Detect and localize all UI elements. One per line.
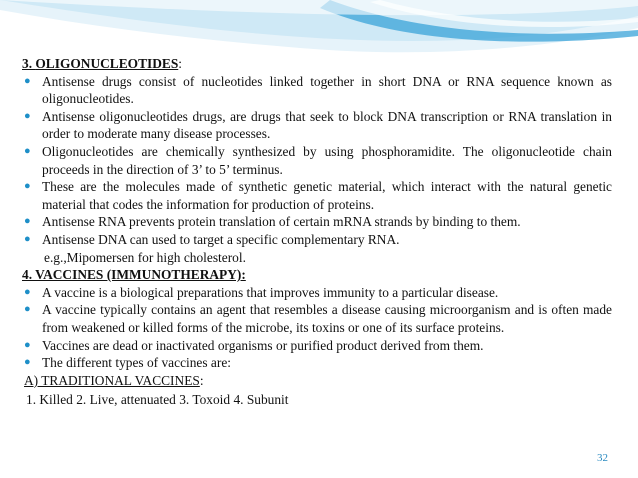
- bullet-icon: ●: [24, 356, 31, 369]
- section-4-bullet: ● A vaccine is a biological preparations that improves immunity to a particular disease.: [24, 284, 499, 300]
- bullet-icon: ●: [24, 109, 31, 122]
- section-3-bullet: ● Oligonucleotides are chemically synthesized by using phosphoramidite. The oligonucleotide chain proceeds in the direction of 3’ to 5’ terminus.: [24, 143, 612, 177]
- section-3-heading: 3. OLIGONUCLEOTIDES:: [22, 56, 182, 71]
- bullet-icon: ●: [24, 232, 31, 245]
- section-4-bullet: ● The different types of vaccines are:: [24, 355, 231, 371]
- section-4-heading: 4. VACCINES (IMMUNOTHERAPY):: [22, 267, 246, 283]
- bullet-icon: ●: [24, 285, 31, 298]
- section-4-bullet: ● A vaccine typically contains an agent that resembles a disease causing microorganism and is often made from weakened or killed forms of the microbe, its toxins or one of its surface proteins.: [24, 302, 612, 335]
- section-3-bullet: ● Antisense drugs consist of nucleotides linked together in short DNA or RNA sequence known as oligonucleotides.: [24, 73, 612, 107]
- page-number: 32: [597, 452, 608, 464]
- bullet-icon: ●: [24, 338, 31, 351]
- section-3-bullet: ● These are the molecules made of synthetic genetic material, which interact with the natural genetic material that codes the information for production of proteins.: [24, 179, 612, 212]
- section-4-bullet: ● Vaccines are dead or inactivated organisms or purified product derived from them.: [24, 337, 484, 353]
- bullet-icon: ●: [24, 144, 31, 157]
- section-3-title: OLIGONUCLEOTIDES: [35, 56, 179, 71]
- vaccine-types-list: 1. Killed 2. Live, attenuated 3. Toxoid 4. Subunit: [26, 392, 289, 408]
- slide-content: [22, 55, 612, 409]
- section-3-bullet: ● Antisense oligonucleotides drugs, are drugs that seek to block DNA transcription or RNA translation in order to moderate many disease processes.: [24, 108, 612, 142]
- bullet-icon: ●: [24, 215, 31, 228]
- bullet-icon: ●: [24, 180, 31, 193]
- section-3-bullet: ● Antisense RNA prevents protein translation of certain mRNA strands by binding to them.: [24, 214, 521, 230]
- bullet-icon: ●: [24, 303, 31, 316]
- subsection-a-title: A) TRADITIONAL VACCINES: [24, 372, 200, 388]
- bullet-icon: ●: [24, 74, 31, 87]
- section-3-bullet: ● Antisense DNA can used to target a specific complementary RNA.: [24, 231, 400, 247]
- section-3-example: e.g.,Mipomersen for high cholesterol.: [44, 249, 246, 265]
- subsection-a-heading: A) TRADITIONAL VACCINES:: [24, 372, 204, 388]
